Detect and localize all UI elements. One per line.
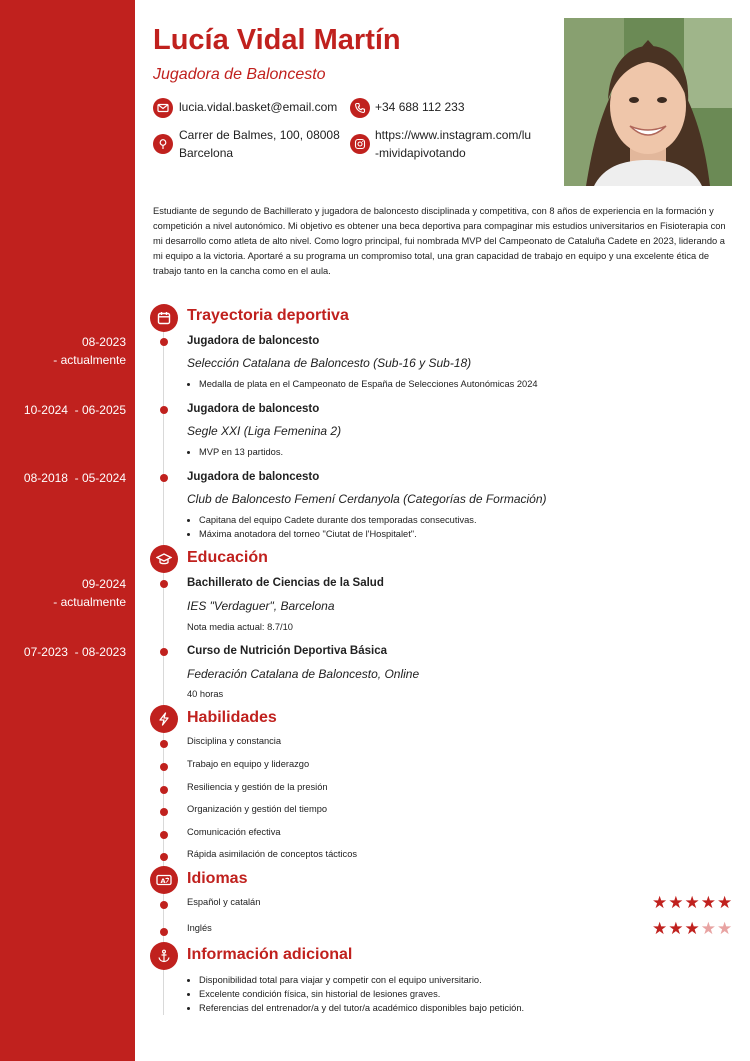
language-name: Inglés — [187, 923, 212, 933]
section-title-languages: Idiomas — [187, 870, 248, 887]
additional-info-list — [187, 973, 524, 1015]
timeline-dot — [160, 740, 168, 748]
skill-item: Comunicación efectiva — [187, 827, 281, 837]
education-date: 07-2023 - 08-2023 — [23, 645, 126, 659]
star-empty-icon: ★ — [700, 919, 716, 939]
language-rating — [652, 921, 732, 938]
list-item: • Máxima anotadora del torneo "Ciutat de l'Hospitalet". — [199, 527, 477, 541]
skill-item: Resiliencia y gestión de la presión — [187, 782, 328, 792]
star-filled-icon: ★ — [700, 893, 716, 913]
education-note: 40 horas — [187, 689, 224, 699]
star-empty-icon: ★ — [717, 919, 733, 939]
candidate-name: Lucía Vidal Martín — [153, 24, 401, 56]
contact-email[interactable]: lucia.vidal.basket@email.com — [179, 100, 338, 114]
education-school: Federación Catalana de Baloncesto, Online — [187, 667, 420, 681]
star-filled-icon: ★ — [652, 919, 668, 939]
career-title: Jugadora de baloncesto — [187, 335, 320, 347]
star-filled-icon: ★ — [684, 919, 700, 939]
list-item: • Medalla de plata en el Campeonato de España de Selecciones Autonómicas 2024 — [199, 377, 538, 391]
star-filled-icon: ★ — [668, 919, 684, 939]
star-filled-icon: ★ — [668, 893, 684, 913]
skill-item: Rápida asimilación de conceptos tácticos — [187, 849, 358, 859]
language-name: Español y catalán — [187, 897, 261, 907]
education-title: Curso de Nutrición Deportiva Básica — [187, 645, 388, 657]
education-school: IES "Verdaguer", Barcelona — [187, 599, 335, 613]
timeline-dot — [160, 808, 168, 816]
skill-item: Organización y gestión del tiempo — [187, 804, 328, 814]
career-team: Selección Catalana de Baloncesto (Sub-16 y Sub-18) — [187, 356, 472, 370]
contact-phone[interactable]: +34 688 112 233 — [375, 100, 465, 114]
instagram-icon — [350, 134, 370, 154]
timeline-dot — [160, 786, 168, 794]
phone-icon — [350, 98, 370, 118]
section-title-skills: Habilidades — [187, 709, 277, 726]
career-title: Jugadora de baloncesto — [187, 471, 320, 483]
email-icon — [153, 98, 173, 118]
timeline-dot — [160, 763, 168, 771]
section-title-education: Educación — [187, 549, 268, 566]
section-title-additional: Información adicional — [187, 946, 353, 963]
timeline-line — [160, 318, 166, 1015]
career-date: 10-2024 - 06-2025 — [23, 403, 126, 417]
timeline-dot — [160, 474, 168, 482]
career-team: Club de Baloncesto Femení Cerdanyola (Categorías de Formación) — [187, 492, 547, 506]
contact-address: Carrer de Balmes, 100, 08008 Barcelona — [179, 128, 340, 160]
language-rating — [652, 895, 732, 912]
timeline-dot — [160, 831, 168, 839]
list-item: • MVP en 13 partidos. — [199, 445, 283, 459]
graduation-cap-icon — [150, 545, 178, 573]
career-team: Segle XXI (Liga Femenina 2) — [187, 424, 342, 438]
career-title: Jugadora de baloncesto — [187, 403, 320, 415]
star-filled-icon: ★ — [684, 893, 700, 913]
svg-text:A: A — [160, 877, 166, 885]
career-date: 08-2023 - actualmente — [53, 335, 126, 367]
profile-summary: Estudiante de segundo de Bachillerato y jugadora de baloncesto disciplinada y competitiva, con 8 años de experiencia en la formación y competición a nivel autonómico. Mi objetivo es obtener una beca deportiva para compaginar mis estudios universitarios en Fisioterapia con mi desarrollo como atleta de alto nivel. Como logro principal, fui nombrada MVP del Campeonato de Cataluña Cadete en 2023, liderando a mi equipo a la victoria. Aportaré a su programa un compromiso total, una gran capacidad de trabajo en equipo y una excelente ética de trabajo tanto en la cancha como en el aula. — [153, 206, 726, 276]
lightning-icon — [150, 705, 178, 733]
contact-instagram[interactable]: https://www.instagram.com/lu-mividapivotando — [375, 128, 532, 160]
timeline-dot — [160, 648, 168, 656]
skill-item: Trabajo en equipo y liderazgo — [187, 759, 310, 769]
timeline-dot — [160, 406, 168, 414]
career-achievements — [187, 445, 283, 459]
location-pin-icon — [153, 134, 173, 154]
skill-item: Disciplina y constancia — [187, 736, 282, 746]
candidate-role: Jugadora de Baloncesto — [153, 66, 326, 83]
timeline-dot — [160, 580, 168, 588]
profile-photo-illustration — [564, 18, 732, 186]
career-date: 08-2018 - 05-2024 — [23, 471, 126, 485]
list-item: • Capitana del equipo Cadete durante dos temporadas consecutivas. — [199, 513, 477, 527]
timeline-dot — [160, 338, 168, 346]
anchor-icon — [150, 942, 178, 970]
timeline-dot — [160, 853, 168, 861]
language-card-icon — [150, 866, 178, 894]
career-achievements — [187, 377, 538, 391]
education-note: Nota media actual: 8.7/10 — [187, 622, 293, 632]
list-item: • Disponibilidad total para viajar y competir con el equipo universitario. — [199, 973, 524, 987]
timeline-dot — [160, 928, 168, 936]
career-achievements — [187, 513, 477, 541]
list-item: • Excelente condición física, sin historial de lesiones graves. — [199, 987, 524, 1001]
timeline-dot — [160, 901, 168, 909]
list-item: • Referencias del entrenador/a y del tutor/a académico disponibles bajo petición. — [199, 1001, 524, 1015]
star-filled-icon: ★ — [717, 893, 733, 913]
star-filled-icon: ★ — [652, 893, 668, 913]
education-date: 09-2024 - actualmente — [53, 577, 126, 609]
calendar-icon — [150, 304, 178, 332]
sidebar — [0, 0, 135, 1061]
education-title: Bachillerato de Ciencias de la Salud — [187, 577, 384, 589]
profile-photo — [564, 18, 732, 186]
section-title-career: Trayectoria deportiva — [187, 307, 349, 324]
